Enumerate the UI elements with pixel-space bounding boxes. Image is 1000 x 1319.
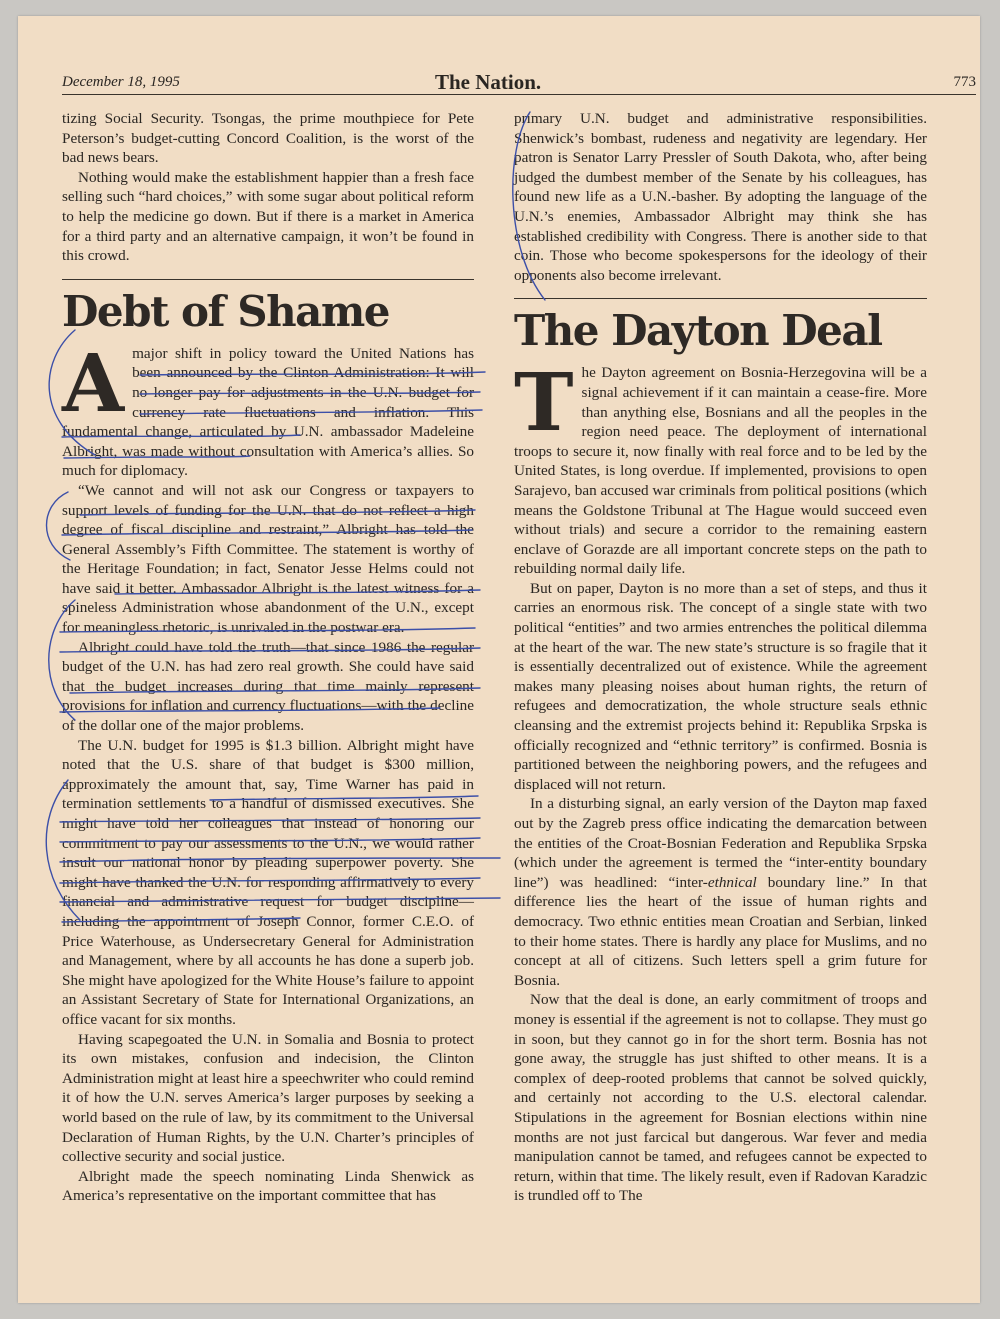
lead-text: he Dayton agreement on Bosnia-Herzegovina will be a signal achievement if it can maintain a cease-fire. More than anything else, Bosnians and all the peoples in the region need peace. The deployment of international troops to secure it, now finally with real force and to be led by the United States, is long overdue. If implemented, provisions to open Sarajevo, ban accused war criminals from political positions (which means the Goldstone Tribunal at The Hague would succeed even without trials) and secure a corridor to the remaining eastern enclave of Gorazde are all important concrete steps on the path to rebuilding normal daily life. — [514, 364, 927, 578]
article-title-debt-of-shame: Debt of Shame — [62, 286, 389, 336]
lead-paragraph — [62, 335, 474, 481]
drop-cap: A — [62, 335, 125, 430]
carryover-paragraph: tizing Social Security. Tsongas, the prime mouthpiece for Pete Peterson’s budget-cutting Concord Coalition, is the worst of the bad news bears. — [62, 110, 474, 167]
article-divider — [62, 279, 474, 280]
issue-date: December 18, 1995 — [62, 74, 180, 90]
body-paragraph: Albright could have told the truth—that since 1986 the regular budget of the U.N. has had zero real growth. She could have said that the budget increases during that time mainly represent provisions for inflation and currency fluctuations—with the decline of the dollar one of the major problems. — [62, 638, 474, 735]
article-title-dayton-deal: The Dayton Deal — [514, 306, 882, 356]
article-divider — [514, 298, 927, 299]
body-paragraph — [514, 794, 927, 990]
right-column — [514, 109, 927, 1206]
lead-paragraph — [514, 355, 927, 579]
body-paragraph: Now that the deal is done, an early commitment of troops and money is essential if the agreement is not to collapse. They must go in soon, but they cannot go in for the short term. Bosnia has not gone away, the struggle has just shifted to other means. It is a complex of deep-rooted problems that cannot be solved quickly, and certainly not according to the U.S. electoral calendar. Stipulations in the agreement for Bosnian elections within nine months are not just farcical but dangerous. War fever and media manipulation cannot be tamed, and refugees cannot be expected to return, within that time. The likely result, even if Radovan Karadzic is trundled off to The — [514, 991, 927, 1205]
text-run: In a disturbing signal, an early version of the Dayton map faxed out by the Zagreb press office indicating the demarcation between the entities of the Croat-Bosnian Federation and Republika Srpska (which under the agreement is termed the “inter-entity boundary line”) was headlined: “inter- — [514, 795, 927, 891]
left-column — [62, 109, 474, 1206]
lead-text: major shift in policy toward the United Nations has been announced by the Clinton Administration: It will no longer pay for adjustments in the U.N. budget for currency rate fluctuations and inflation. This fundamental change, articulated by U.N. ambassador Madeleine Albright, was made without consultation with America’s allies. So much for diplomacy. — [62, 344, 474, 480]
body-paragraph: Albright made the speech nominating Linda Shenwick as America’s representative on the important committee that has — [62, 1167, 474, 1205]
page-number: 773 — [953, 74, 976, 90]
carryover-paragraph: primary U.N. budget and administrative responsibilities. Shenwick’s bombast, rudeness and negativity are legendary. Her patron is Senator Larry Pressler of South Dakota, who, after being judged the dumbest member of the Senate by his colleagues, has found new life as a U.N.-basher. By adopting the language of the U.N.’s enemies, Ambassador Albright may think she has established credibility with Congress. There is another side to that coin. Those who become spokespersons for the ideology of their opponents also become irrelevant. — [514, 110, 927, 284]
masthead: The Nation. — [435, 70, 542, 94]
italic-text: ethnical — [707, 873, 757, 891]
text-run: boundary line.” In that difference lies the heart of the issue of human rights and democracy. Two ethnic entities mean Croatian and Serbian, linked to their home states. There is hardly any place for Muslims, and no concept at all of citizens. Such letters spell a grim future for Bosnia. — [514, 873, 927, 989]
page-header — [62, 70, 976, 95]
body-paragraph: The U.N. budget for 1995 is $1.3 billion. Albright might have noted that the U.S. share of that budget is $300 million, approximately the amount that, say, Time Warner has paid in termination settlements to a handful of dismissed executives. She might have told her colleagues that instead of honoring our commitment to pay our assessments to the U.N., we would rather insult our national honor by pleading superpower poverty. She might have thanked the U.N. for responding affirmatively to every financial and administrative request for budget discipline—including the appointment of Joseph Connor, former C.E.O. of Price Waterhouse, as Undersecretary General for Administration and Management, where by all accounts he has done a superb job. She might have apologized for the White House’s failure to appoint an Assistant Secretary of State for International Organizations, an office vacant for six months. — [62, 736, 474, 1028]
body-paragraph: Having scapegoated the U.N. in Somalia and Bosnia to protect its own mistakes, confusion and indecision, the Clinton Administration might at least hire a speechwriter who could remind it of how the U.N. serves America’s larger purposes by seeking a world based on the rule of law, by its commitment to the Universal Declaration of Human Rights, by the U.N. Charter’s principles of collective security and social justice. — [62, 1030, 474, 1166]
carryover-paragraph: Nothing would make the establishment happier than a fresh face selling such “hard choices,” with some sugar about political reform to help the medicine go down. But if there is a market in America for a third party and an alternative campaign, it won’t be found in this crowd. — [62, 168, 474, 265]
drop-cap: T — [514, 355, 574, 450]
body-paragraph: But on paper, Dayton is no more than a set of steps, and thus it carries an enormous risk. The concept of a single state with two political “entities” and two armies entrenches the political dilemma at the heart of the war. The new state’s structure is so fragile that it is essentially decentralized out of existence. While the agreement makes many pleasing noises about human rights, the return of refugees and democratization, the whole structure seals ethnic cleansing and the extremist projects behind it: Republika Srpska is officially recognized and “ethnic territory” is confirmed. Bosnia is partitioned between the neighboring powers, and the refugees and displaced will not return. — [514, 579, 927, 793]
body-paragraph: “We cannot and will not ask our Congress or taxpayers to support levels of funding for the U.N. that do not reflect a high degree of fiscal discipline and restraint,” Albright has told the General Assembly’s Fifth Committee. The statement is worthy of the Heritage Foundation; in fact, Senator Jesse Helms could not have said it better. Ambassador Albright is the latest witness for a spineless Administration whose abandonment of the U.N., except for meaningless rhetoric, is unrivaled in the postwar era. — [62, 481, 474, 637]
